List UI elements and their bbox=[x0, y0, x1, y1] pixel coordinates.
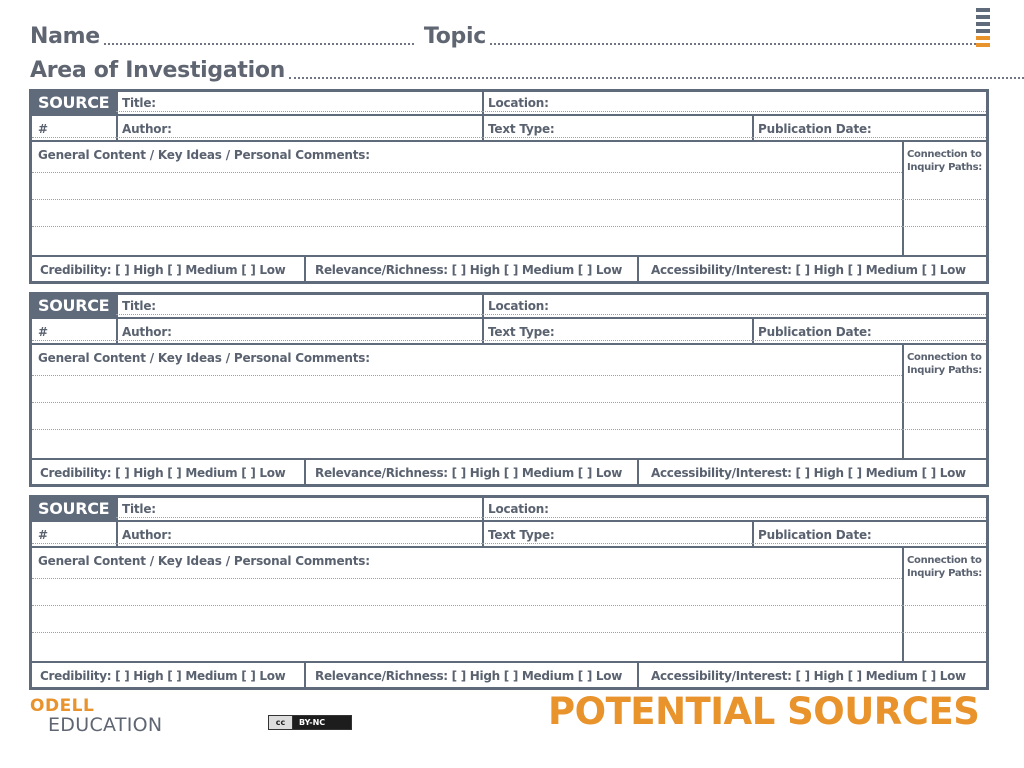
publication-date-label: Publication Date: bbox=[758, 122, 872, 136]
odell-logo bbox=[30, 697, 162, 735]
author-label: Author: bbox=[122, 528, 172, 542]
content-label: General Content / Key Ideas / Personal Comments: bbox=[38, 351, 370, 365]
connection-label-1: Connection to bbox=[907, 352, 982, 363]
content-label: General Content / Key Ideas / Personal Comments: bbox=[38, 148, 370, 162]
area-field[interactable] bbox=[289, 75, 1024, 79]
accessibility-rating[interactable]: Accessibility/Interest: [ ] High [ ] Medium [ ] Low bbox=[651, 263, 966, 277]
name-label: Name bbox=[30, 24, 100, 49]
text-type-label: Text Type: bbox=[488, 528, 555, 542]
location-label: Location: bbox=[488, 502, 549, 516]
page-title: POTENTIAL SOURCES bbox=[548, 690, 980, 733]
accessibility-rating[interactable]: Accessibility/Interest: [ ] High [ ] Medium [ ] Low bbox=[651, 466, 966, 480]
header-row-name-topic bbox=[30, 26, 980, 48]
relevance-rating[interactable]: Relevance/Richness: [ ] High [ ] Medium [ ] Low bbox=[315, 263, 623, 277]
credibility-rating[interactable]: Credibility: [ ] High [ ] Medium [ ] Low bbox=[40, 466, 286, 480]
title-label: Title: bbox=[122, 502, 156, 516]
license-badge bbox=[268, 715, 352, 730]
publication-date-label: Publication Date: bbox=[758, 325, 872, 339]
title-label: Title: bbox=[122, 96, 156, 110]
number-label: # bbox=[38, 122, 48, 136]
title-label: Title: bbox=[122, 299, 156, 313]
connection-label-1: Connection to bbox=[907, 149, 982, 160]
source-badge: SOURCE bbox=[32, 92, 116, 114]
source-3 bbox=[29, 495, 989, 690]
source-2 bbox=[29, 292, 989, 487]
license-text: BY-NC bbox=[299, 718, 326, 727]
relevance-rating[interactable]: Relevance/Richness: [ ] High [ ] Medium [ ] Low bbox=[315, 466, 623, 480]
relevance-rating[interactable]: Relevance/Richness: [ ] High [ ] Medium [ ] Low bbox=[315, 669, 623, 683]
header-row-area bbox=[30, 60, 1024, 82]
source-badge: SOURCE bbox=[32, 295, 116, 317]
author-label: Author: bbox=[122, 325, 172, 339]
location-label: Location: bbox=[488, 299, 549, 313]
connection-label-2: Inquiry Paths: bbox=[907, 365, 982, 376]
text-type-label: Text Type: bbox=[488, 122, 555, 136]
credibility-rating[interactable]: Credibility: [ ] High [ ] Medium [ ] Low bbox=[40, 263, 286, 277]
logo-line-1: ODELL bbox=[30, 696, 95, 716]
connection-label-1: Connection to bbox=[907, 555, 982, 566]
number-label: # bbox=[38, 528, 48, 542]
author-label: Author: bbox=[122, 122, 172, 136]
connection-label-2: Inquiry Paths: bbox=[907, 568, 982, 579]
publication-date-label: Publication Date: bbox=[758, 528, 872, 542]
text-type-label: Text Type: bbox=[488, 325, 555, 339]
source-badge: SOURCE bbox=[32, 498, 116, 520]
accessibility-rating[interactable]: Accessibility/Interest: [ ] High [ ] Medium [ ] Low bbox=[651, 669, 966, 683]
location-label: Location: bbox=[488, 96, 549, 110]
content-label: General Content / Key Ideas / Personal Comments: bbox=[38, 554, 370, 568]
topic-field[interactable] bbox=[490, 41, 980, 45]
connection-label-2: Inquiry Paths: bbox=[907, 162, 982, 173]
number-label: # bbox=[38, 325, 48, 339]
logo-line-2: EDUCATION bbox=[48, 714, 163, 736]
name-field[interactable] bbox=[104, 41, 414, 45]
menu-icon[interactable] bbox=[976, 8, 990, 54]
source-1 bbox=[29, 89, 989, 284]
topic-label: Topic bbox=[423, 24, 486, 49]
credibility-rating[interactable]: Credibility: [ ] High [ ] Medium [ ] Low bbox=[40, 669, 286, 683]
cc-icon: cc bbox=[269, 716, 293, 729]
area-label: Area of Investigation bbox=[30, 58, 286, 83]
